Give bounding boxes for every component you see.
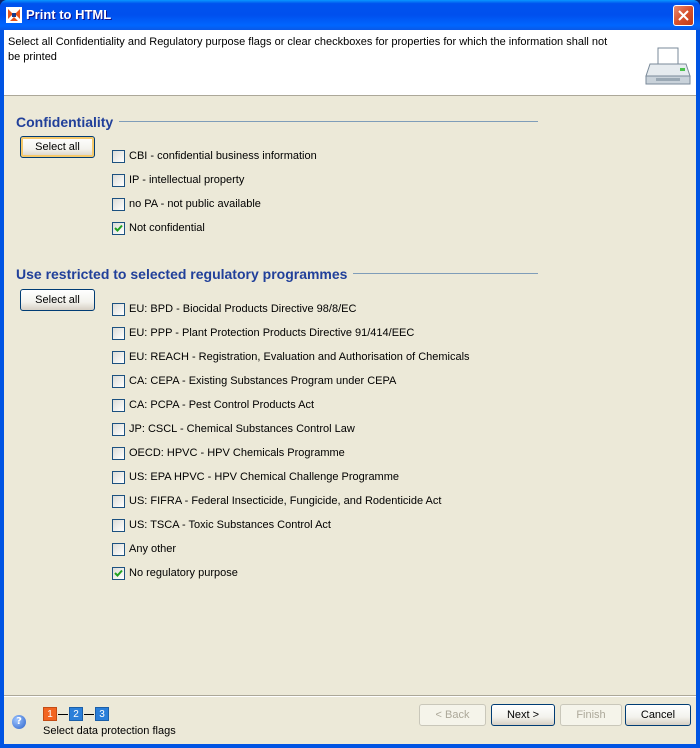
- checkbox-box[interactable]: [112, 543, 125, 556]
- wizard-step-3: 3: [95, 707, 109, 721]
- checkbox-label: OECD: HPVC - HPV Chemicals Programme: [129, 447, 345, 459]
- checkbox-label: CA: CEPA - Existing Substances Program under CEPA: [129, 375, 397, 387]
- checkbox-label: US: FIFRA - Federal Insecticide, Fungicide, and Rodenticide Act: [129, 495, 442, 507]
- wizard-step-2: 2: [69, 707, 83, 721]
- checkmark-icon: [114, 224, 123, 233]
- checkbox-label: no PA - not public available: [129, 198, 261, 210]
- checkbox-label: CBI - confidential business information: [129, 150, 317, 162]
- checkbox-label: EU: REACH - Registration, Evaluation and Authorisation of Chemicals: [129, 351, 470, 363]
- app-icon: [6, 7, 22, 23]
- checkbox-box[interactable]: [112, 150, 125, 163]
- checkbox-box[interactable]: [112, 423, 125, 436]
- footer-divider-highlight: [4, 696, 696, 697]
- cancel-button[interactable]: Cancel: [625, 704, 691, 726]
- next-button[interactable]: Next >: [491, 704, 555, 726]
- checkbox-label: EU: BPD - Biocidal Products Directive 98/8/EC: [129, 303, 357, 315]
- checkbox-box[interactable]: [112, 567, 125, 580]
- checkbox-box[interactable]: [112, 495, 125, 508]
- checkbox-box[interactable]: [112, 303, 125, 316]
- checkbox-label: CA: PCPA - Pest Control Products Act: [129, 399, 315, 411]
- checkbox-label: JP: CSCL - Chemical Substances Control Law: [129, 423, 355, 435]
- checkbox-label: US: TSCA - Toxic Substances Control Act: [129, 519, 331, 531]
- checkbox-label: Not confidential: [129, 222, 205, 234]
- checkbox-box[interactable]: [112, 375, 125, 388]
- back-button[interactable]: < Back: [419, 704, 486, 726]
- confidentiality-title: Confidentiality: [16, 114, 119, 130]
- printer-icon: [644, 42, 692, 90]
- title-bar[interactable]: [0, 0, 700, 30]
- wizard-step-caption: Select data protection flags: [43, 725, 176, 737]
- checkbox-box[interactable]: [112, 222, 125, 235]
- checkbox-label: Any other: [129, 543, 177, 555]
- window-title: Print to HTML: [26, 7, 112, 22]
- checkbox-box[interactable]: [112, 174, 125, 187]
- checkbox-box[interactable]: [112, 471, 125, 484]
- checkbox-box[interactable]: [112, 399, 125, 412]
- checkbox-label: IP - intellectual property: [129, 174, 245, 186]
- header-panel: [4, 30, 696, 96]
- checkbox-box[interactable]: [112, 198, 125, 211]
- checkbox-label: US: EPA HPVC - HPV Chemical Challenge Programme: [129, 471, 400, 483]
- close-icon: [678, 10, 689, 21]
- confidentiality-select-all-button[interactable]: Select all: [20, 136, 95, 158]
- step-connector: [58, 714, 68, 715]
- regulatory-title: Use restricted to selected regulatory programmes: [16, 266, 353, 282]
- close-button[interactable]: [673, 5, 694, 26]
- checkbox-box[interactable]: [112, 447, 125, 460]
- wizard-step-1: 1: [43, 707, 57, 721]
- checkbox-label: No regulatory purpose: [129, 567, 238, 579]
- finish-button[interactable]: Finish: [560, 704, 622, 726]
- regulatory-select-all-button[interactable]: Select all: [20, 289, 95, 311]
- checkmark-icon: [114, 569, 123, 578]
- checkbox-box[interactable]: [112, 351, 125, 364]
- checkbox-box[interactable]: [112, 327, 125, 340]
- checkbox-label: EU: PPP - Plant Protection Products Directive 91/414/EEC: [129, 327, 415, 339]
- step-connector: [84, 714, 94, 715]
- instruction-text: Select all Confidentiality and Regulatory purpose flags or clear checkboxes for properties for which the information shall not be printed: [8, 36, 608, 63]
- help-icon[interactable]: ?: [12, 715, 26, 729]
- checkbox-box[interactable]: [112, 519, 125, 532]
- dialog-body: [4, 30, 696, 744]
